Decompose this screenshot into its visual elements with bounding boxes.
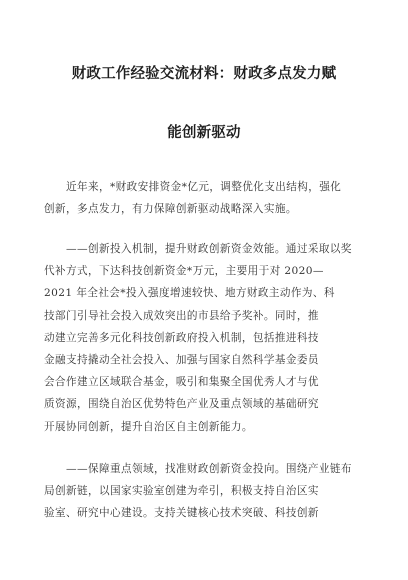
paragraph-intro — [44, 176, 374, 220]
paragraph-investment-mechanism — [44, 238, 374, 438]
paragraph-line: 局创新链，以国家实验室创建为牵引，积极支持自治区实 — [44, 485, 319, 498]
paragraph-line: 金融支持撬动全社会投入、加强与国家自然科学基金委员 — [44, 353, 319, 366]
document-title-line-1: 财政工作经验交流材料：财政多点发力赋 — [71, 66, 337, 82]
paragraph-key-areas — [44, 458, 374, 525]
paragraph-line: ——创新投入机制，提升财政创新资金效能。通过采取以奖 — [66, 243, 352, 255]
paragraph-line: 质资源，围绕自治区优势特色产业及重点领域的基础研究 — [44, 398, 319, 411]
paragraph-line: 会合作建立区域联合基金，吸引和集聚全国优秀人才与优 — [44, 376, 319, 389]
paragraph-line: 验室、研究中心建设。支持关键核心技术突破、科技创新 — [44, 507, 319, 520]
paragraph-line: 开展协同创新，提升自治区自主创新能力。 — [44, 420, 253, 433]
paragraph-line: 近年来，*财政安排资金*亿元，调整优化支出结构，强化 — [66, 181, 342, 193]
paragraph-line: 代补方式，下达科技创新资金*万元，主要用于对 2020— — [44, 265, 324, 278]
paragraph-line: 创新，多点发力，有力保障创新驱动战略深入实施。 — [44, 203, 297, 216]
paragraph-line: 2021 年全社会*投入强度增速较快、地方财政主动作为、科 — [44, 287, 335, 300]
paragraph-line: 技部门引导社会投入成效突出的市县给予奖补。同时，推 — [44, 309, 319, 322]
paragraph-line: 动建立完善多元化科技创新政府投入机制，包括推进科技 — [44, 331, 319, 344]
paragraph-line: ——保障重点领域，找准财政创新资金投向。围绕产业链布 — [66, 463, 352, 475]
document-title-line-2: 能创新驱动 — [167, 125, 241, 141]
